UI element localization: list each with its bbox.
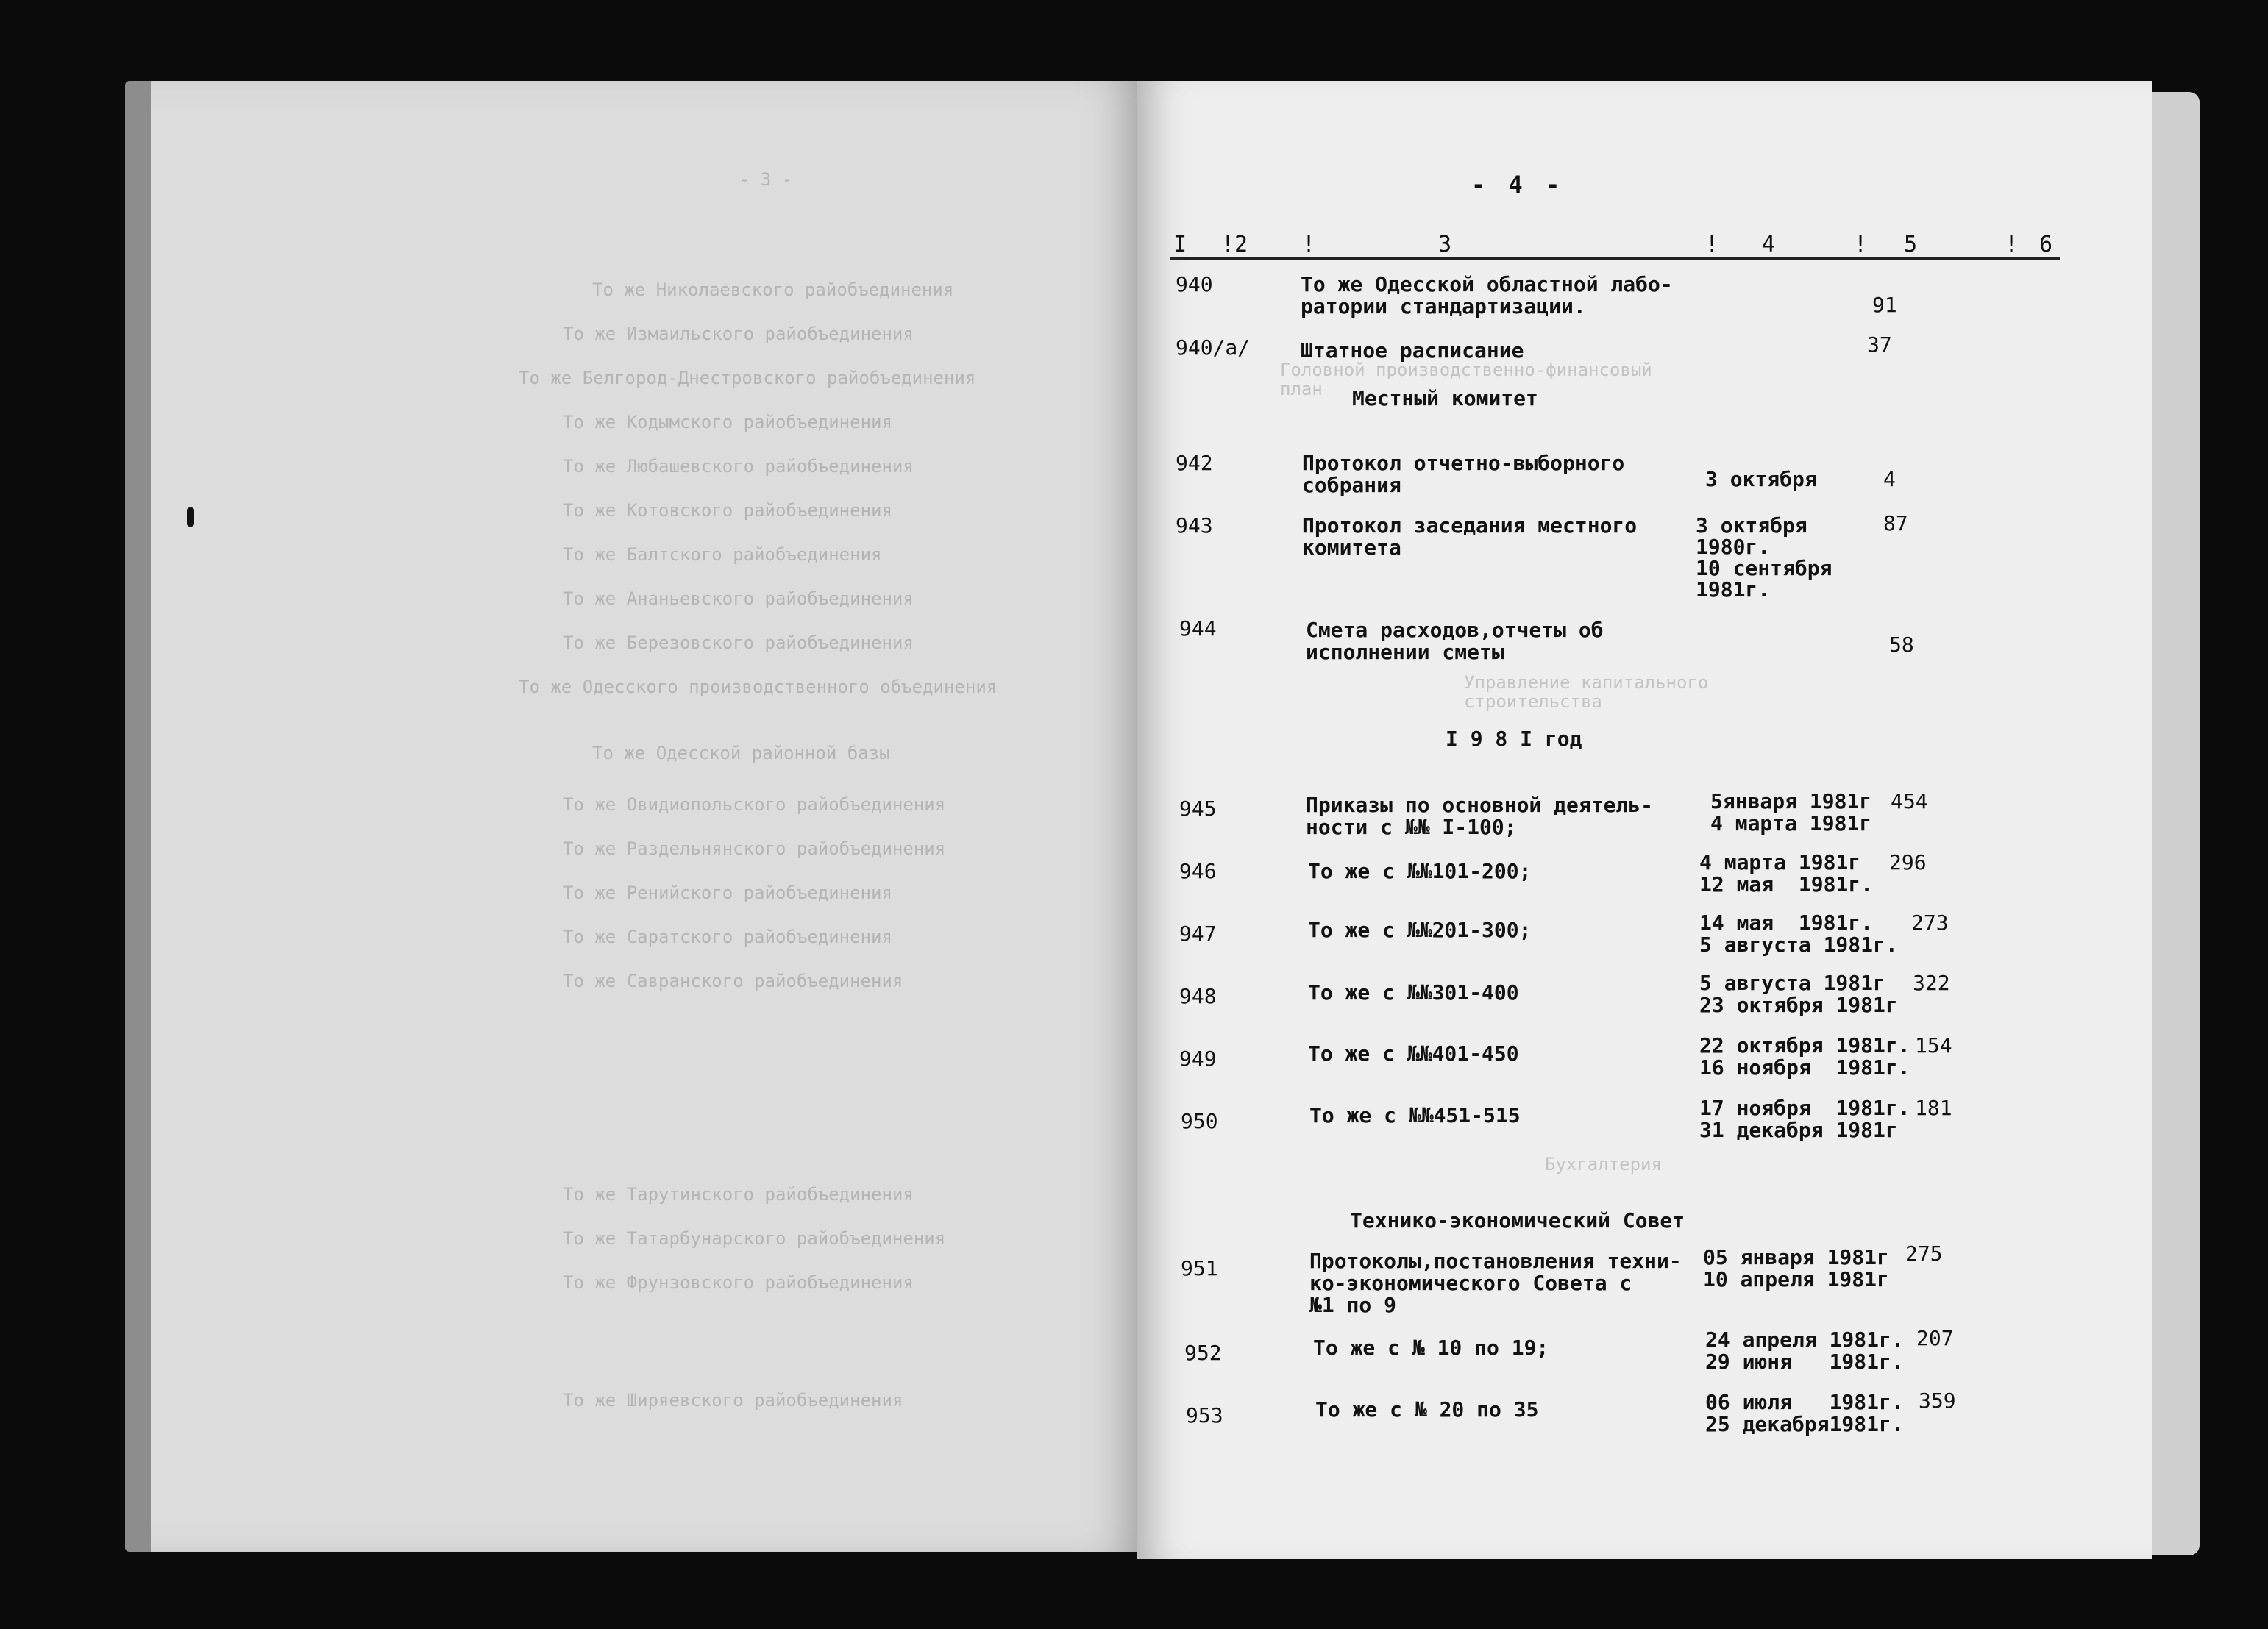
- left-line: То же Кодымского райобъединения: [563, 412, 892, 432]
- record-date: 5 августа 1981г 23 октября 1981г: [1699, 971, 1898, 1017]
- section-heading: Местный комитет: [1352, 386, 1538, 410]
- left-page-header: - 3 -: [739, 169, 793, 190]
- record-count: 91: [1872, 293, 1897, 317]
- record-count: 87: [1883, 511, 1908, 535]
- section-heading: I 9 8 I год: [1446, 727, 1582, 751]
- header-rule: [1170, 257, 2060, 260]
- record-title: Смета расходов,отчеты об исполнении сметы: [1306, 618, 1604, 664]
- record-count: 207: [1916, 1326, 1954, 1350]
- left-line: То же Ренийского райобъединения: [563, 883, 892, 903]
- page-number: - 4 -: [1471, 171, 1565, 199]
- column-header: !: [1854, 232, 1868, 257]
- left-line: То же Котовского райобъединения: [563, 500, 892, 521]
- record-number: 942: [1176, 451, 1213, 475]
- record-title: То же с №№401-450: [1308, 1041, 1519, 1066]
- bleed-through-text: Управление капитального строительства: [1464, 672, 1709, 712]
- record-count: 181: [1915, 1096, 1952, 1120]
- left-line: То же Балтского райобъединения: [563, 544, 882, 565]
- bleed-through-text: Бухгалтерия: [1545, 1154, 1662, 1174]
- record-date: 5января 1981г 4 марта 1981г: [1710, 789, 1872, 835]
- punch-hole: [187, 507, 194, 527]
- record-title: То же с № 10 по 19;: [1313, 1336, 1549, 1360]
- record-title: То же с №№301-400: [1308, 980, 1519, 1005]
- record-date: 24 апреля 1981г. 29 июня 1981г.: [1705, 1327, 1904, 1374]
- record-number: 949: [1179, 1047, 1217, 1071]
- left-line: То же Тарутинского райобъединения: [563, 1184, 914, 1205]
- record-title: Протокол заседания местного комитета: [1302, 513, 1638, 560]
- bleed-through-text: Головной производственно-финансовый план: [1280, 360, 1652, 399]
- left-line: То же Березовского райобъединения: [563, 632, 914, 653]
- left-line: То же Овидиопольского райобъединения: [563, 794, 946, 815]
- left-line: То же Ширяевского райобъединения: [563, 1390, 903, 1411]
- column-header: !: [2005, 232, 2019, 257]
- left-line: То же Одесского производственного объединения: [519, 677, 998, 697]
- left-line: То же Любашевского райобъединения: [563, 456, 914, 477]
- record-number: 945: [1179, 796, 1217, 821]
- record-number: 944: [1179, 616, 1217, 641]
- record-count: 359: [1919, 1389, 1956, 1413]
- left-line: То же Измаильского райобъединения: [563, 324, 914, 344]
- record-date: 06 июля 1981г. 25 декабря1981г.: [1705, 1390, 1904, 1436]
- column-header: 4: [1762, 232, 1776, 257]
- left-line: То же Фрунзовского райобъединения: [563, 1272, 914, 1293]
- record-number: 951: [1181, 1256, 1218, 1280]
- column-header: 6: [2039, 232, 2053, 257]
- record-title: То же Одесской областной лабо- ратории стандартизации.: [1301, 272, 1673, 318]
- record-count: 4: [1883, 467, 1896, 491]
- left-line: То же Савранского райобъединения: [563, 971, 903, 991]
- record-date: 3 октября: [1705, 467, 1817, 491]
- record-count: 37: [1867, 332, 1892, 357]
- record-date: 3 октября 1980г. 10 сентября 1981г.: [1696, 513, 1832, 602]
- record-number: 940: [1176, 272, 1213, 296]
- record-date: 05 января 1981г 10 апреля 1981г: [1703, 1245, 1889, 1291]
- left-line: То же Одесской районной базы: [592, 743, 890, 763]
- record-title: Протоколы,постановления техни- ко-экономического Совета с №1 по 9: [1309, 1249, 1682, 1317]
- record-title: То же с № 20 по 35: [1315, 1397, 1539, 1422]
- record-count: 154: [1915, 1033, 1952, 1058]
- record-number: 947: [1179, 922, 1217, 946]
- left-line: То же Белгород-Днестровского райобъединения: [519, 368, 976, 388]
- record-title: То же с №№101-200;: [1308, 859, 1532, 883]
- record-number: 940/а/: [1176, 335, 1251, 360]
- record-title: То же с №№451-515: [1309, 1103, 1521, 1127]
- record-count: 454: [1891, 789, 1928, 813]
- left-line: То же Николаевского райобъединения: [592, 279, 954, 300]
- record-number: 952: [1184, 1341, 1222, 1365]
- record-number: 948: [1179, 984, 1217, 1008]
- column-header: I: [1173, 232, 1187, 257]
- record-count: 275: [1905, 1241, 1943, 1266]
- column-header: !: [1705, 232, 1719, 257]
- column-headers: [0, 232, 2268, 258]
- record-date: 14 мая 1981г. 5 августа 1981г.: [1699, 910, 1898, 957]
- column-header: 3: [1438, 232, 1452, 257]
- record-title: Штатное расписание: [1301, 338, 1524, 363]
- record-date: 4 марта 1981г 12 мая 1981г.: [1699, 850, 1874, 897]
- record-count: 273: [1911, 910, 1949, 935]
- record-number: 953: [1186, 1403, 1223, 1427]
- left-line: То же Саратского райобъединения: [563, 927, 892, 947]
- record-count: 322: [1913, 971, 1950, 995]
- record-count: 58: [1889, 632, 1914, 657]
- left-page: [151, 81, 1151, 1552]
- left-line: То же Ананьевского райобъединения: [563, 588, 914, 609]
- record-date: 22 октября 1981г. 16 ноября 1981г.: [1699, 1033, 1910, 1080]
- section-heading: Технико-экономический Совет: [1350, 1208, 1685, 1233]
- record-title: Приказы по основной деятель- ности с №№ I-100;: [1306, 793, 1654, 839]
- column-header: 5: [1904, 232, 1918, 257]
- record-number: 943: [1176, 513, 1213, 538]
- record-title: То же с №№201-300;: [1308, 918, 1532, 942]
- record-number: 946: [1179, 859, 1217, 883]
- record-number: 950: [1181, 1109, 1218, 1133]
- left-line: То же Раздельнянского райобъединения: [563, 838, 946, 859]
- column-header: !: [1302, 232, 1316, 257]
- column-header: !2: [1221, 232, 1248, 257]
- record-count: 296: [1889, 850, 1927, 874]
- left-line: То же Татарбунарского райобъединения: [563, 1228, 946, 1249]
- record-title: Протокол отчетно-выборного собрания: [1302, 451, 1625, 497]
- record-date: 17 ноября 1981г. 31 декабря 1981г: [1699, 1096, 1910, 1142]
